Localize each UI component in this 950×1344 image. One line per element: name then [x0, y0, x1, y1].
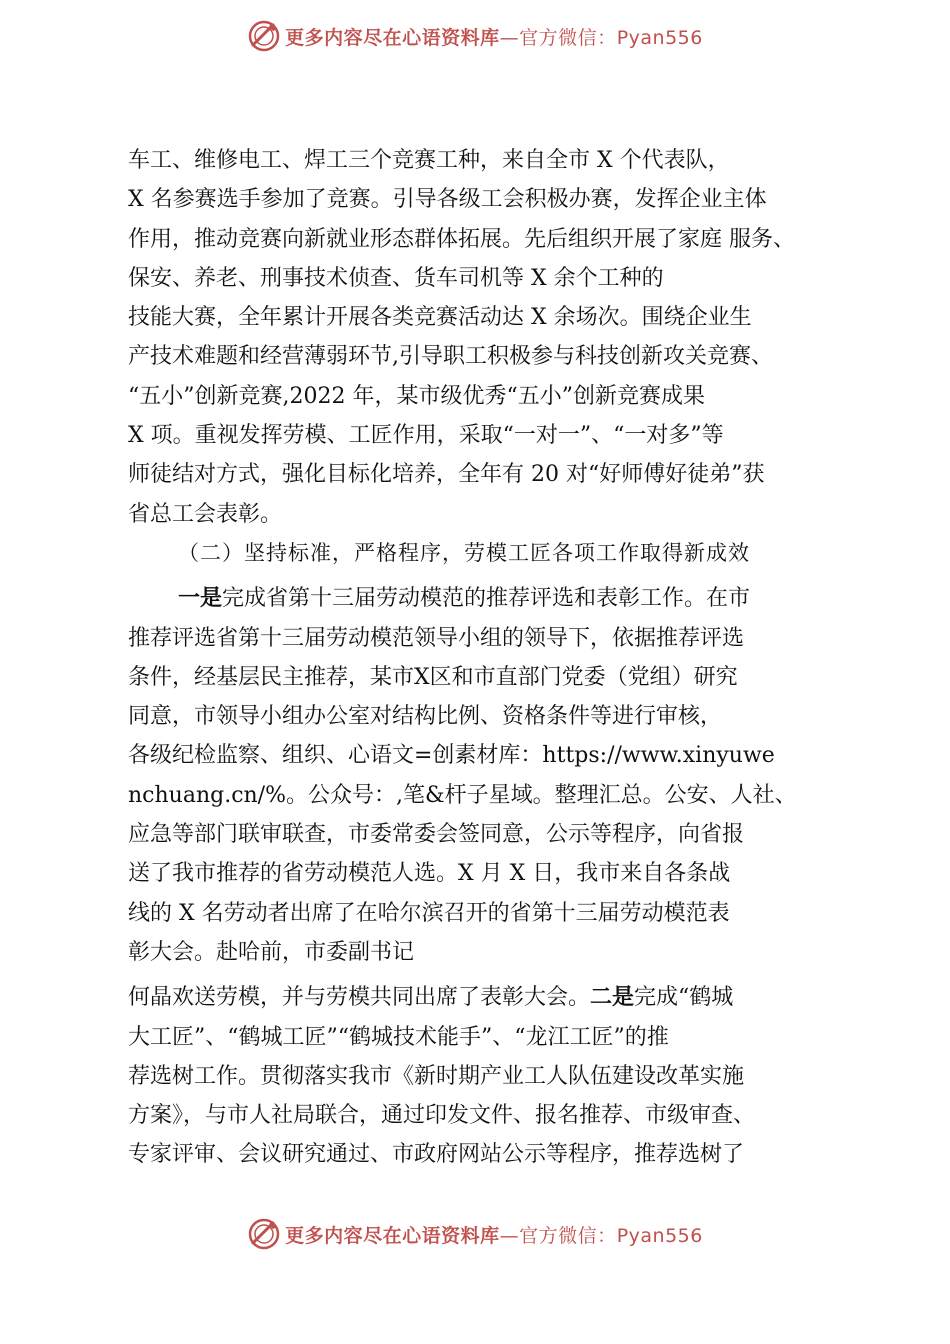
body-line: X 项。重视发挥劳模、工匠作用，采取“一对一”、“一对多”等: [128, 423, 724, 449]
body-line: 专家评审、会议研究通过、市政府网站公示等程序，推荐选树了: [128, 1142, 745, 1168]
para3-first-tail: 完成“鹤城: [634, 985, 734, 1011]
body-line: 送了我市推荐的省劳动模范人选。X 月 X 日，我市来自各条战: [128, 861, 731, 887]
body-line: 大工匠”、“鹤城工匠”“鹤城技术能手”、“龙江工匠”的推: [128, 1024, 669, 1050]
footer-banner: [0, 1212, 950, 1256]
header-banner-official: 官方微信：: [519, 26, 617, 49]
body-line: 同意，市领导小组办公室对结构比例、资格条件等进行审核，: [128, 704, 723, 730]
body-line: “五小”创新竞赛,2022 年，某市级优秀“五小”创新竞赛成果: [128, 383, 705, 409]
body-line: 省总工会表彰。: [128, 501, 283, 527]
header-banner: [0, 14, 950, 58]
para2-lead: 一是: [178, 586, 223, 612]
body-line: 荐选树工作。贯彻落实我市《新时期产业工人队伍建设改革实施: [128, 1063, 745, 1089]
body-line: nchuang.cn/%。公众号：,笔&杆子星域。整理汇总。公安、人社、: [128, 782, 797, 808]
header-banner-main: 更多内容尽在心语资料库: [285, 26, 500, 49]
para3-first-text: 何晶欢送劳模，并与劳模共同出席了表彰大会。: [128, 985, 591, 1011]
body-line: 作用，推动竞赛向新就业形态群体拓展。先后组织开展了家庭 服务、: [128, 226, 795, 252]
footer-banner-text: [285, 1221, 703, 1248]
body-line: 师徒结对方式，强化目标化培养，全年有 20 对“好师傅好徒弟”获: [128, 462, 765, 488]
header-banner-sep: —: [499, 26, 520, 49]
footer-banner-id: Pyan556: [616, 1224, 703, 1247]
para3-first-line: [128, 978, 848, 1017]
body-line: 彰大会。赴哈前，市委副书记: [128, 939, 415, 965]
body-line: 方案》，与市人社局联合，通过印发文件、报名推荐、市级审查、: [128, 1103, 756, 1129]
body-line: 各级纪检监察、组织、心语文=创素材库：https://www.xinyuwe: [128, 743, 775, 769]
para2-first-line: [128, 579, 848, 618]
body-line: 线的 X 名劳动者出席了在哈尔滨召开的省第十三届劳动模范表: [128, 900, 730, 926]
seal-logo-icon: [247, 19, 281, 53]
section-heading: （二）坚持标准，严格程序，劳模工匠各项工作取得新成效: [178, 540, 750, 565]
document-body: [128, 141, 848, 1175]
para2-first-text: 完成省第十三届劳动模范的推荐评选和表彰工作。在市: [222, 586, 751, 612]
body-line: 条件，经基层民主推荐，某市X区和市直部门党委（党组）研究: [128, 664, 738, 690]
body-line: 技能大赛，全年累计开展各类竞赛活动达 X 余场次。围绕企业生: [128, 305, 752, 331]
seal-logo-icon: [247, 1217, 281, 1251]
body-line: 应急等部门联审联查，市委常委会签同意，公示等程序，向省报: [128, 822, 745, 848]
header-banner-text: [285, 23, 703, 50]
footer-banner-main: 更多内容尽在心语资料库: [285, 1224, 500, 1247]
body-line: 保安、养老、刑事技术侦查、货车司机等 X 余个工种的: [128, 265, 664, 291]
footer-banner-sep: —: [499, 1224, 520, 1247]
para3-lead: 二是: [590, 985, 635, 1011]
footer-banner-official: 官方微信：: [519, 1224, 617, 1247]
body-line: 推荐评选省第十三届劳动模范领导小组的领导下，依据推荐评选: [128, 625, 745, 651]
body-line: 车工、维修电工、焊工三个竞赛工种，来自全市 X 个代表队，: [128, 148, 730, 173]
body-line: X 名参赛选手参加了竞赛。引导各级工会积极办赛，发挥企业主体: [128, 187, 767, 213]
body-line: 产技术难题和经营薄弱环节,引导职工积极参与科技创新攻关竞赛、: [128, 344, 773, 370]
header-banner-id: Pyan556: [616, 26, 703, 49]
